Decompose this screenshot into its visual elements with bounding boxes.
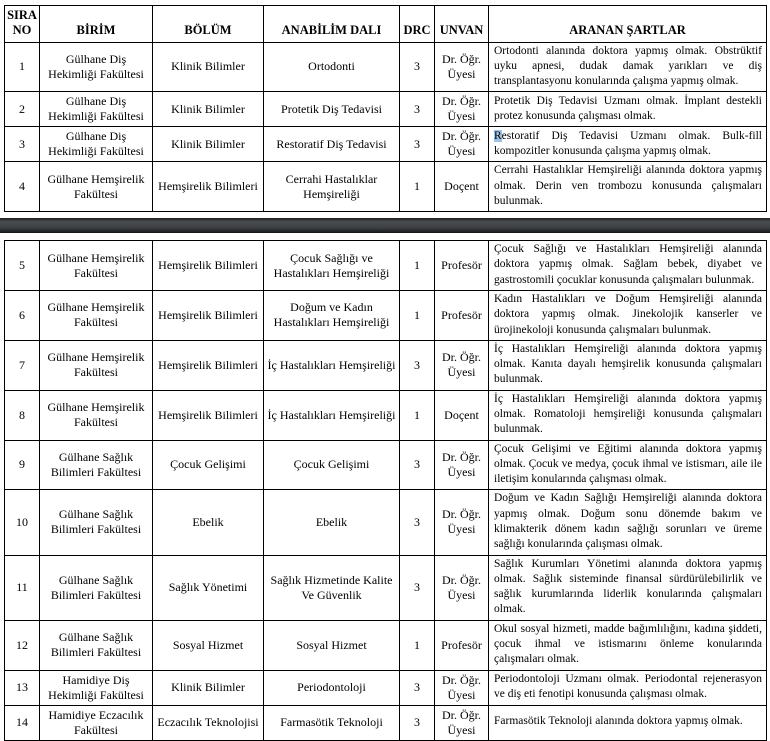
document-page	[0, 5, 770, 737]
cell-anabilim-dali: Sosyal Hizmet	[264, 620, 400, 670]
cell-aranan-sartlar: Periodontoloji Uzmanı olmak. Periodontal rejenerasyon ve diş eti fenotipi konusunda çalışması olmak.	[489, 670, 767, 705]
cell-anabilim-dali: Doğum ve Kadın Hastalıkları Hemşireliği	[264, 291, 400, 341]
cell-birim: Gülhane Diş Hekimliği Fakültesi	[40, 127, 153, 162]
cell-sira-no: 12	[5, 620, 40, 670]
cell-aranan-sartlar: Cerrahi Hastalıklar Hemşireliği alanında doktora yapmış olmak. Derin ven trombozu konusunda çalışmaları bulunmak.	[489, 162, 767, 212]
cell-aranan-sartlar: Ortodonti alanında doktora yapmış olmak. Obstrüktif uyku apnesi, dudak damak yarıkları ve diş transplantasyonu konularında çalışma yapmış olmak.	[489, 42, 767, 92]
cell-drc: 3	[400, 92, 435, 127]
cell-sira-no: 1	[5, 42, 40, 92]
cell-aranan-sartlar: Restoratif Diş Tedavisi Uzmanı olmak. Bulk-fill kompozitler konusunda çalışma yapmış olmak.	[489, 127, 767, 162]
cell-bolum: Sağlık Yönetimi	[153, 555, 264, 620]
cell-aranan-sartlar: İç Hastalıkları Hemşireliği alanında doktora yapmış olmak. Romatoloji hemşireliği konusunda çalışmaları bulunmak.	[489, 390, 767, 440]
cell-unvan: Profesör	[435, 241, 489, 291]
cell-drc: 3	[400, 670, 435, 705]
cell-birim: Gülhane Hemşirelik Fakültesi	[40, 340, 153, 390]
cell-anabilim-dali: Ebelik	[264, 490, 400, 555]
cell-bolum: Hemşirelik Bilimleri	[153, 291, 264, 341]
cell-sira-no: 9	[5, 440, 40, 490]
cell-unvan: Profesör	[435, 620, 489, 670]
cell-anabilim-dali: İç Hastalıkları Hemşireliği	[264, 340, 400, 390]
cell-unvan: Dr. Öğr. Üyesi	[435, 490, 489, 555]
cell-sira-no: 13	[5, 670, 40, 705]
cell-drc: 3	[400, 127, 435, 162]
cell-unvan: Profesör	[435, 291, 489, 341]
header-birim: BİRİM	[40, 6, 153, 43]
cell-unvan: Dr. Öğr. Üyesi	[435, 127, 489, 162]
cell-sira-no: 5	[5, 241, 40, 291]
cell-birim: Hamidiye Eczacılık Fakültesi	[40, 705, 153, 740]
cell-bolum: Ebelik	[153, 490, 264, 555]
cell-sira-no: 3	[5, 127, 40, 162]
cell-unvan: Dr. Öğr. Üyesi	[435, 92, 489, 127]
cell-anabilim-dali: Çocuk Gelişimi	[264, 440, 400, 490]
cell-sira-no: 10	[5, 490, 40, 555]
cell-bolum: Hemşirelik Bilimleri	[153, 390, 264, 440]
cell-sira-no: 14	[5, 705, 40, 740]
cell-bolum: Klinik Bilimler	[153, 670, 264, 705]
table-row	[5, 620, 767, 670]
cell-sira-no: 6	[5, 291, 40, 341]
table-row	[5, 127, 767, 162]
cell-anabilim-dali: Periodontoloji	[264, 670, 400, 705]
cell-bolum: Hemşirelik Bilimleri	[153, 241, 264, 291]
table-row	[5, 241, 767, 291]
cell-bolum: Hemşirelik Bilimleri	[153, 162, 264, 212]
cell-anabilim-dali: Protetik Diş Tedavisi	[264, 92, 400, 127]
page-break-separator-bar	[0, 218, 770, 233]
cell-unvan: Dr. Öğr. Üyesi	[435, 555, 489, 620]
cell-sira-no: 4	[5, 162, 40, 212]
cell-unvan: Dr. Öğr. Üyesi	[435, 705, 489, 740]
cell-bolum: Klinik Bilimler	[153, 127, 264, 162]
cell-drc: 3	[400, 440, 435, 490]
cell-drc: 1	[400, 162, 435, 212]
cell-aranan-sartlar: Çocuk Sağlığı ve Hastalıkları Hemşireliği alanında doktora yapmış olmak. Sağlam bebek, diyabet ve gastrostomili çocuklar konusunda çalışmaları bulunmak.	[489, 241, 767, 291]
positions-table-upper	[4, 5, 767, 212]
cell-birim: Gülhane Diş Hekimliği Fakültesi	[40, 42, 153, 92]
header-drc: DRC	[400, 6, 435, 43]
cell-drc: 1	[400, 390, 435, 440]
header-sira-no: SIRA NO	[5, 6, 40, 43]
table-row	[5, 440, 767, 490]
cell-drc: 3	[400, 705, 435, 740]
cell-sira-no: 2	[5, 92, 40, 127]
cell-drc: 3	[400, 555, 435, 620]
cell-aranan-sartlar: Doğum ve Kadın Sağlığı Hemşireliği alanında doktora yapmış olmak. Doğum sonu dönemde bakım ve klimakterik dönem kadın sağlığı sorunları ve üreme sağlığı konularında çalışması olmak.	[489, 490, 767, 555]
cell-bolum: Klinik Bilimler	[153, 42, 264, 92]
positions-table-lower	[4, 240, 767, 740]
table-row	[5, 490, 767, 555]
cell-birim: Gülhane Sağlık Bilimleri Fakültesi	[40, 490, 153, 555]
cell-birim: Gülhane Sağlık Bilimleri Fakültesi	[40, 555, 153, 620]
cell-anabilim-dali: Çocuk Sağlığı ve Hastalıkları Hemşireliği	[264, 241, 400, 291]
cell-birim: Gülhane Sağlık Bilimleri Fakültesi	[40, 440, 153, 490]
cell-birim: Gülhane Hemşirelik Fakültesi	[40, 162, 153, 212]
table-row	[5, 670, 767, 705]
table-row	[5, 42, 767, 92]
cell-anabilim-dali: Farmasötik Teknoloji	[264, 705, 400, 740]
table-row	[5, 555, 767, 620]
table-row	[5, 705, 767, 740]
cell-anabilim-dali: İç Hastalıkları Hemşireliği	[264, 390, 400, 440]
cell-aranan-sartlar: İç Hastalıkları Hemşireliği alanında doktora yapmış olmak. Kanıta dayalı hemşirelik konusunda çalışmaları bulunmak.	[489, 340, 767, 390]
cell-unvan: Dr. Öğr. Üyesi	[435, 340, 489, 390]
cell-aranan-sartlar: Farmasötik Teknoloji alanında doktora yapmış olmak.	[489, 705, 767, 740]
cell-aranan-sartlar: Sağlık Kurumları Yönetimi alanında doktora yapmış olmak. Sağlık sisteminde finansal sürdürülebilirlik ve sağlık kurumlarında liderlik konularında çalışmaları olmak.	[489, 555, 767, 620]
cell-unvan: Dr. Öğr. Üyesi	[435, 42, 489, 92]
cell-unvan: Doçent	[435, 162, 489, 212]
header-bolum: BÖLÜM	[153, 6, 264, 43]
cell-sira-no: 7	[5, 340, 40, 390]
cell-bolum: Hemşirelik Bilimleri	[153, 340, 264, 390]
table-row	[5, 92, 767, 127]
cell-sira-no: 11	[5, 555, 40, 620]
header-anabilim-dali: ANABİLİM DALI	[264, 6, 400, 43]
cell-birim: Hamidiye Diş Hekimliği Fakültesi	[40, 670, 153, 705]
selection-highlighted-character: R	[494, 129, 502, 142]
cell-anabilim-dali: Cerrahi Hastalıklar Hemşireliği	[264, 162, 400, 212]
header-aranan-sartlar: ARANAN ŞARTLAR	[489, 6, 767, 43]
cell-anabilim-dali: Sağlık Hizmetinde Kalite Ve Güvenlik	[264, 555, 400, 620]
cell-drc: 1	[400, 241, 435, 291]
cell-drc: 3	[400, 42, 435, 92]
cell-sira-no: 8	[5, 390, 40, 440]
table-header-row	[5, 6, 767, 43]
cell-bolum: Eczacılık Teknolojisi	[153, 705, 264, 740]
header-unvan: UNVAN	[435, 6, 489, 43]
cell-birim: Gülhane Hemşirelik Fakültesi	[40, 291, 153, 341]
cell-unvan: Dr. Öğr. Üyesi	[435, 670, 489, 705]
cell-unvan: Dr. Öğr. Üyesi	[435, 440, 489, 490]
cell-drc: 1	[400, 291, 435, 341]
table-row	[5, 390, 767, 440]
cell-drc: 3	[400, 490, 435, 555]
table-row	[5, 162, 767, 212]
cell-aranan-sartlar: Protetik Diş Tedavisi Uzmanı olmak. İmplant destekli protez konusunda çalışması olmak.	[489, 92, 767, 127]
cell-anabilim-dali: Restoratif Diş Tedavisi	[264, 127, 400, 162]
cell-aranan-sartlar: Kadın Hastalıkları ve Doğum Hemşireliği alanında doktora yapmış olmak. Jinekolojik kanserler ve ürojinekoloji konusunda çalışmaları bulunmak.	[489, 291, 767, 341]
cell-bolum: Sosyal Hizmet	[153, 620, 264, 670]
cell-birim: Gülhane Hemşirelik Fakültesi	[40, 390, 153, 440]
cell-bolum: Klinik Bilimler	[153, 92, 264, 127]
table-row	[5, 291, 767, 341]
cell-aranan-sartlar: Çocuk Gelişimi ve Eğitimi alanında doktora yapmış olmak. Çocuk ve medya, çocuk ihmal ve istismarı, aile ile iletişim konularında çalışması olmak.	[489, 440, 767, 490]
cell-birim: Gülhane Hemşirelik Fakültesi	[40, 241, 153, 291]
cell-drc: 1	[400, 620, 435, 670]
cell-unvan: Doçent	[435, 390, 489, 440]
cell-bolum: Çocuk Gelişimi	[153, 440, 264, 490]
table-row	[5, 340, 767, 390]
cell-aranan-sartlar: Okul sosyal hizmeti, madde bağımlılığını, kadına şiddeti, çocuk ihmal ve istismarını önleme konularında çalışmaları olmak.	[489, 620, 767, 670]
cell-birim: Gülhane Sağlık Bilimleri Fakültesi	[40, 620, 153, 670]
cell-anabilim-dali: Ortodonti	[264, 42, 400, 92]
cell-birim: Gülhane Diş Hekimliği Fakültesi	[40, 92, 153, 127]
cell-drc: 3	[400, 340, 435, 390]
